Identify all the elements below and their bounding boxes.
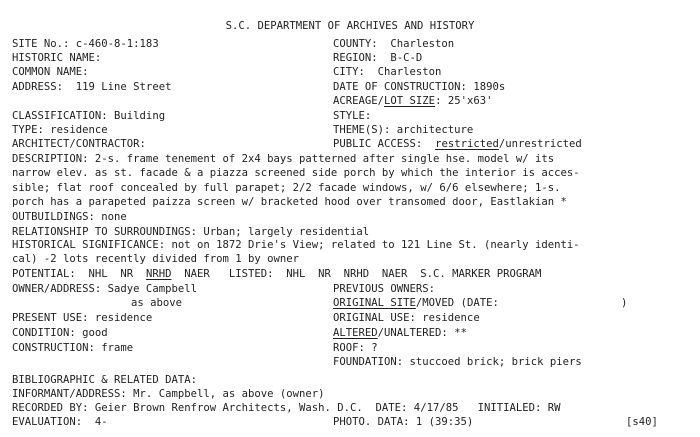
type: TYPE: residence [12,124,108,136]
description-line: sible; flat roof concealed by full parapet; 2/2 facade windows, w/ 6/6 elsewhere; 1-s. [12,182,561,194]
owner-address-continued: as above [131,297,183,309]
acreage-lot-size [333,94,492,108]
recorded-by: RECORDED BY: Geier Brown Renfrow Architects, Wash. D.C. DATE: 4/17/85 INITIALED: RW [12,402,561,414]
condition: CONDITION: good [12,327,108,339]
relationship-to-surroundings: RELATIONSHIP TO SURROUNDINGS: Urban; largely residential [12,226,370,238]
present-use: PRESENT USE: residence [12,312,153,324]
listed-options: NAER LISTED: NHL NR NRHD NAER S.C. MARKER PROGRAM [171,268,542,280]
description-line: DESCRIPTION: 2-s. frame tenement of 2x4 bays patterned after single hse. model w/ its [12,153,555,165]
unaltered-label: /UNALTERED: ** [377,327,467,339]
roof: ROOF: ? [333,342,378,354]
owner-address: OWNER/ADDRESS: Sadye Campbell [12,283,197,295]
foundation: FOUNDATION: stuccoed brick; brick piers [333,356,582,368]
architect-contractor: ARCHITECT/CONTRACTOR: [12,138,146,150]
moved-date-close: ) [621,297,628,309]
style: STYLE: [333,110,372,122]
potential-label: POTENTIAL: NHL NR [12,268,146,280]
moved-date-label: /MOVED (DATE: [415,297,499,309]
bibliographic-data: BIBLIOGRAPHIC & RELATED DATA: [12,374,197,386]
site-number: SITE No.: c-460-8-1:183 [12,38,159,50]
date-of-construction: DATE OF CONSTRUCTION: 1890s [333,81,506,93]
public-access [333,137,582,151]
sheet-code: [s40] [626,416,658,428]
construction: CONSTRUCTION: frame [12,342,134,354]
informant-address: INFORMANT/ADDRESS: Mr. Campbell, as above (owner) [12,388,325,400]
lot-size-value: : 25'x63' [435,95,493,107]
original-site-moved [333,296,628,310]
historical-significance-line: cal) -2 lots recently divided from 1 by owner [12,253,300,265]
county: COUNTY: Charleston [333,38,455,50]
themes: THEME(S): architecture [333,124,474,136]
acreage-label: ACREAGE/ [333,95,385,107]
potential-listed [12,267,541,281]
address: ADDRESS: 119 Line Street [12,81,172,93]
description-line: narrow elev. as st. facade & a piazza screened side porch by which the interior is acces- [12,167,580,179]
potential-nrhd: NRHD [145,268,172,280]
photo-data: PHOTO. DATA: 1 (39:35) [333,416,474,428]
original-site-label: ORIGINAL SITE [333,297,416,309]
altered-label: ALTERED [333,327,378,339]
historical-significance-line: HISTORICAL SIGNIFICANCE: not on 1872 Drie's View; related to 121 Line St. (nearly identi- [12,239,580,251]
card-title: S.C. DEPARTMENT OF ARCHIVES AND HISTORY [225,20,475,32]
city: CITY: Charleston [333,66,442,78]
public-access-restricted: restricted [435,138,499,150]
description-line: porch has a parapeted paizza screen w/ bracketed hood over transomed door, Eastlakian * [12,196,567,208]
evaluation: EVALUATION: 4- [12,416,108,428]
public-access-label: PUBLIC ACCESS: [333,138,436,150]
original-use: ORIGINAL USE: residence [333,312,480,324]
classification: CLASSIFICATION: Building [12,110,166,122]
previous-owners: PREVIOUS OWNERS: [333,283,436,295]
historic-name: HISTORIC NAME: [12,52,102,64]
common-name: COMMON NAME: [12,66,89,78]
public-access-unrestricted: /unrestricted [498,138,582,150]
altered-unaltered [333,326,467,340]
lot-size-label: LOT SIZE [384,95,436,107]
region: REGION: B-C-D [333,52,423,64]
outbuildings: OUTBUILDINGS: none [12,211,127,223]
